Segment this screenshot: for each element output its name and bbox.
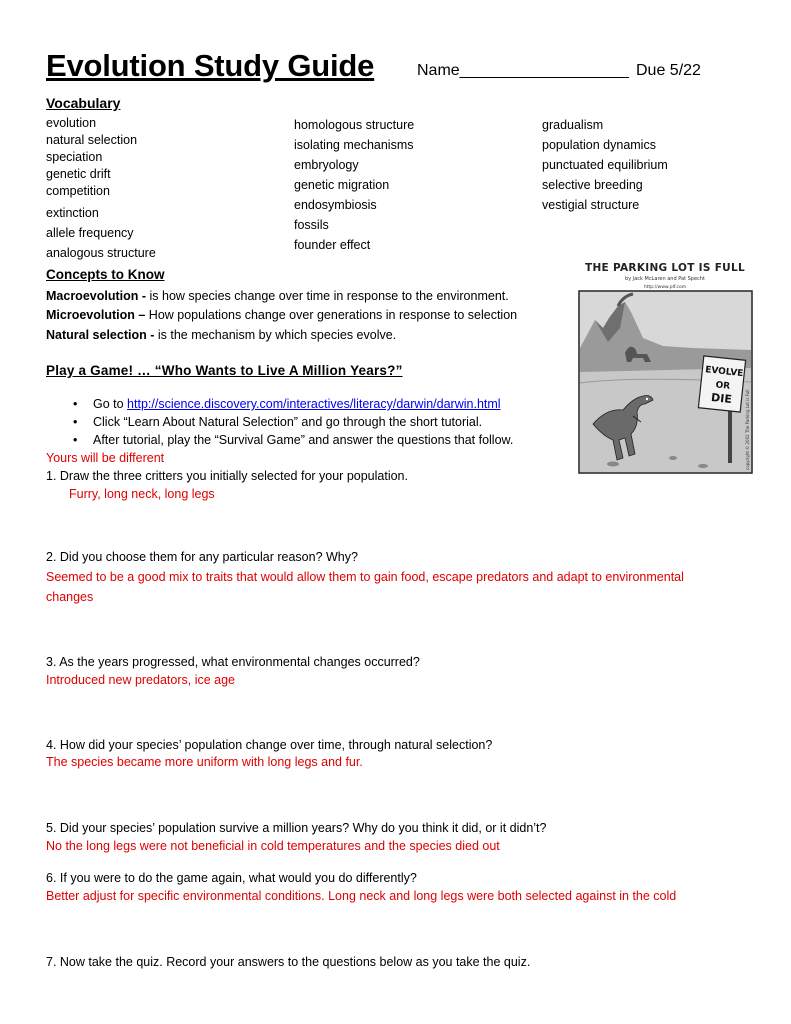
cartoon-url: http://www.plf.com: [643, 285, 687, 290]
concept-item: [46, 308, 517, 322]
concept-term: Natural selection -: [46, 328, 155, 342]
answer-3: Introduced new predators, ice age: [46, 673, 236, 687]
concept-term: Macroevolution -: [46, 289, 147, 303]
answer-2-continued: changes: [46, 590, 94, 604]
question-5: 5. Did your species’ population survive a million years? Why do you think it did, or it didn’t?: [46, 821, 547, 835]
answer-2: Seemed to be a good mix to traits that would allow them to gain food, escape predators and adapt to environmental: [46, 570, 684, 584]
darwin-game-link[interactable]: http://science.discovery.com/interactives/literacy/darwin/darwin.html: [127, 397, 501, 411]
answer-4: The species became more uniform with long legs and fur.: [46, 755, 363, 769]
bullet-text: Go to: [93, 397, 128, 411]
concept-definition: is how species change over time in response to the environment.: [146, 289, 509, 303]
vocabulary-column-3: [542, 115, 668, 215]
vocabulary-column-2: [294, 115, 414, 255]
vocab-term: fossils: [294, 218, 329, 232]
answer-1: Furry, long neck, long legs: [69, 487, 215, 501]
vocab-term: natural selection: [46, 133, 138, 147]
cartoon-copyright: copyright © 2002 The Parking Lot is Full: [745, 389, 750, 470]
bullet-icon: •: [73, 397, 78, 411]
vocab-term: genetic drift: [46, 167, 111, 181]
concept-term: Microevolution –: [46, 308, 146, 322]
vocabulary-heading: Vocabulary: [46, 95, 121, 111]
vocab-term: allele frequency: [46, 226, 134, 240]
question-1: 1. Draw the three critters you initially selected for your population.: [46, 469, 408, 483]
question-3: 3. As the years progressed, what environmental changes occurred?: [46, 655, 420, 669]
vocab-term: punctuated equilibrium: [542, 158, 668, 172]
vocab-term: genetic migration: [294, 178, 390, 192]
concept-item: [46, 289, 509, 303]
due-date: Due 5/22: [636, 62, 701, 79]
sign-text-line: EVOLVE: [704, 365, 744, 380]
vocab-term: endosymbiosis: [294, 198, 377, 212]
bullet-text: After tutorial, play the “Survival Game” and answer the questions that follow.: [93, 433, 514, 447]
question-7: 7. Now take the quiz. Record your answers to the questions below as you take the quiz.: [46, 955, 531, 969]
answer-5: No the long legs were not beneficial in cold temperatures and the species died out: [46, 839, 500, 853]
vocab-term: founder effect: [294, 238, 371, 252]
concepts-heading: Concepts to Know: [46, 267, 165, 282]
vocab-term: selective breeding: [542, 178, 643, 192]
name-field-label: Name___________________: [417, 62, 629, 79]
concept-definition: How populations change over generations in response to selection: [145, 308, 518, 322]
sign-text-line: DIE: [710, 390, 733, 407]
vocab-term: embryology: [294, 158, 359, 172]
cartoon-title: THE PARKING LOT IS FULL: [585, 262, 745, 274]
bullet-text: Click “Learn About Natural Selection” and go through the short tutorial.: [93, 415, 483, 429]
question-2: 2. Did you choose them for any particular reason? Why?: [46, 550, 358, 564]
concept-item: [46, 328, 396, 342]
cartoon-byline: by Jack McLaren and Pat Specht: [625, 276, 705, 282]
vocab-term: extinction: [46, 206, 99, 220]
vocab-term: analogous structure: [46, 246, 156, 260]
vocab-term: population dynamics: [542, 138, 656, 152]
vocab-term: vestigial structure: [542, 198, 640, 212]
vocab-term: homologous structure: [294, 118, 415, 132]
answer-6: Better adjust for specific environmental conditions. Long neck and long legs were both selected against in the cold: [46, 889, 677, 903]
game-heading: Play a Game! … “Who Wants to Live A Million Years?”: [46, 363, 403, 378]
concept-definition: is the mechanism by which species evolve.: [154, 328, 397, 342]
vocabulary-column-1: [46, 115, 156, 263]
vocab-term: speciation: [46, 150, 103, 164]
vocab-term: gradualism: [542, 118, 604, 132]
vocab-term: competition: [46, 184, 110, 198]
vocab-term: isolating mechanisms: [294, 138, 414, 152]
page-title: Evolution Study Guide: [46, 48, 375, 83]
bullet-icon: •: [73, 433, 78, 447]
note-text: Yours will be different: [46, 451, 165, 465]
bullet-icon: •: [73, 415, 78, 429]
question-4: 4. How did your species’ population change over time, through natural selection?: [46, 738, 493, 752]
vocab-term: evolution: [46, 116, 97, 130]
evolve-or-die-cartoon: [573, 258, 758, 478]
sign-text-line: OR: [715, 380, 731, 392]
question-6: 6. If you were to do the game again, what would you do differently?: [46, 871, 417, 885]
